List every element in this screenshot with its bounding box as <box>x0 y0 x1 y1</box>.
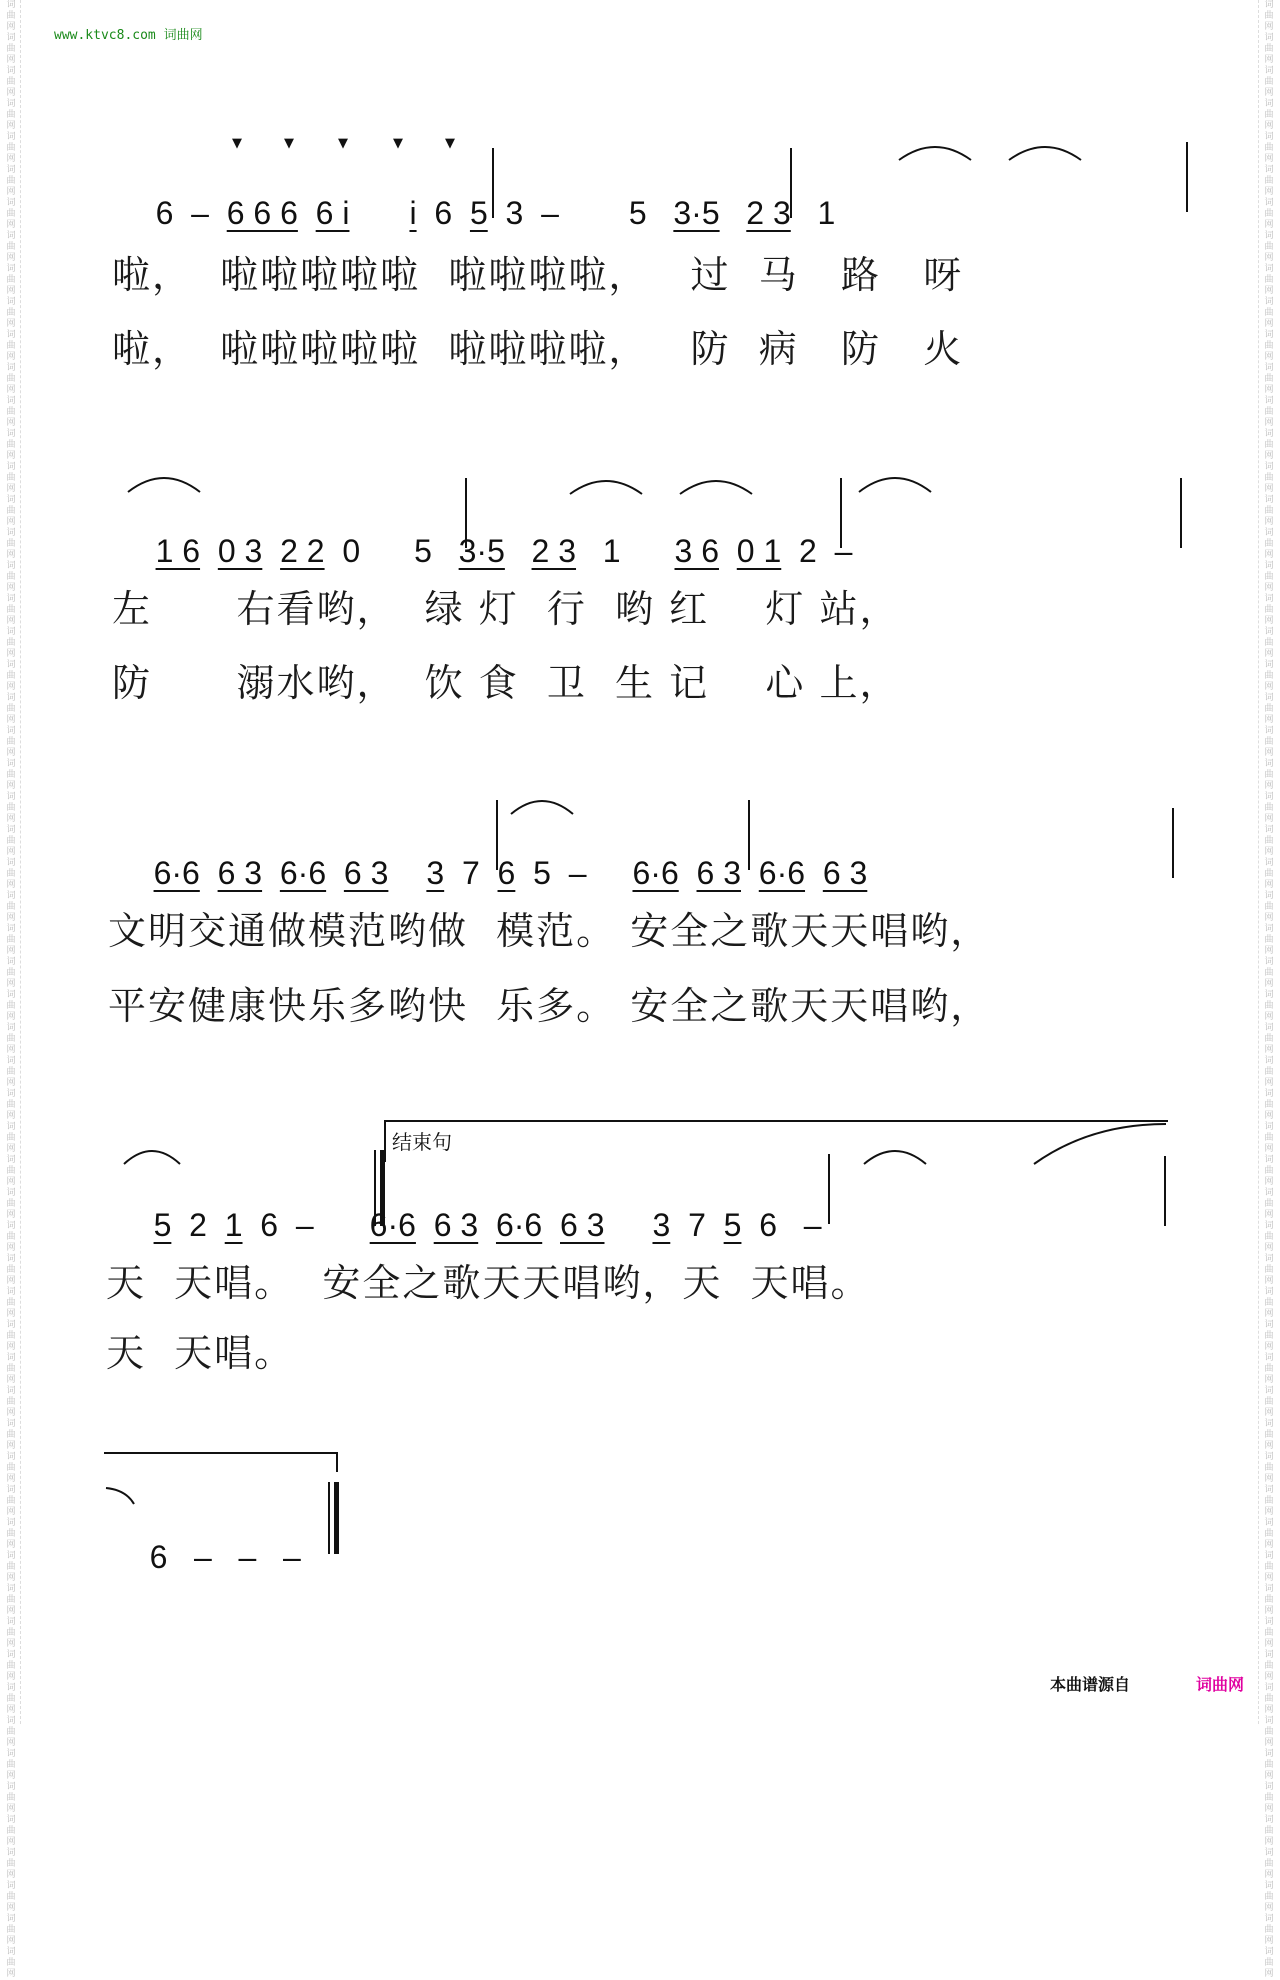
system-2-verse-2: 防 溺水哟， 饮 食 卫 生 记 心 上， <box>112 661 900 705</box>
final-barline-thin <box>328 1482 330 1554</box>
slur <box>124 470 204 494</box>
slur <box>895 140 975 162</box>
final-barline-thick <box>334 1482 339 1554</box>
site-url: www.ktvc8.com <box>54 28 156 43</box>
accent-mark: ▼ <box>338 136 348 151</box>
system-1-verse-1: 啦， 啦啦啦啦啦 啦啦啦啦， 过 马 路 呀 <box>112 253 964 297</box>
barline <box>840 478 842 548</box>
system-2-notation: 1 6 0 3 2 2 0 5 3·5 2 3 1 3 6 0 1 2 – <box>155 533 853 569</box>
barline <box>748 800 750 870</box>
accent-mark: ▼ <box>232 136 242 151</box>
barline <box>1172 808 1174 878</box>
ending-bracket <box>104 1452 338 1472</box>
accent-mark: ▼ <box>393 136 403 151</box>
accent-mark: ▼ <box>284 136 294 151</box>
footer-brand-link[interactable]: 词曲网 <box>1196 1675 1245 1694</box>
barline <box>790 148 792 218</box>
system-5-notation: 6 – – – <box>149 1539 301 1575</box>
barline <box>1180 478 1182 548</box>
system-4-verse-1: 天 天唱。 安全之歌天天唱哟，天 天唱。 <box>106 1261 871 1305</box>
site-tag <box>54 24 203 43</box>
slur <box>855 470 935 494</box>
slur <box>860 1144 930 1166</box>
system-4-notation: 5 2 1 6 – 6·6 6 3 6·6 6 3 3 7 5 6 – <box>153 1207 822 1243</box>
system-1-verse-2: 啦， 啦啦啦啦啦 啦啦啦啦， 防 病 防 火 <box>112 327 964 371</box>
slur <box>507 794 577 816</box>
system-4-verse-2: 天 天唱。 <box>106 1331 295 1375</box>
barline <box>1164 1156 1166 1226</box>
slur <box>1005 140 1085 162</box>
repeat-barline-thin <box>374 1150 376 1226</box>
slur <box>566 474 646 496</box>
right-watermark-strip: 词曲网词曲网词曲网词曲网词曲网词曲网词曲网词曲网词曲网词曲网词曲网词曲网词曲网词曲网词曲网词曲网词曲网词曲网词曲网词曲网词曲网词曲网词曲网词曲网词曲网词曲网词曲网词曲网词曲网词曲网词曲网词曲网词曲网词曲网词曲网词曲网词曲网词曲网词曲网词曲网词曲网词曲网词曲网词曲网词曲网词曲网词曲网词曲网词曲网词曲网词曲网词曲网词曲网词曲网词曲网词曲网词曲网词曲网词曲网词曲网 <box>1264 0 1274 1979</box>
barline <box>1186 142 1188 212</box>
system-2-verse-1: 左 右看哟， 绿 灯 行 哟 红 灯 站， <box>112 587 900 631</box>
slur <box>120 1144 184 1166</box>
barline <box>496 800 498 870</box>
left-edge-line <box>20 0 21 1724</box>
system-3-verse-2: 平安健康快乐多哟快 乐多。 安全之歌天天唱哟， <box>108 984 991 1028</box>
repeat-barline-thick <box>380 1150 385 1226</box>
site-name: 词曲网 <box>163 28 203 43</box>
left-watermark-strip: 词曲网词曲网词曲网词曲网词曲网词曲网词曲网词曲网词曲网词曲网词曲网词曲网词曲网词曲网词曲网词曲网词曲网词曲网词曲网词曲网词曲网词曲网词曲网词曲网词曲网词曲网词曲网词曲网词曲网词曲网词曲网词曲网词曲网词曲网词曲网词曲网词曲网词曲网词曲网词曲网词曲网词曲网词曲网词曲网词曲网词曲网词曲网词曲网词曲网词曲网词曲网词曲网词曲网词曲网词曲网词曲网词曲网词曲网词曲网词曲网 <box>6 0 16 1979</box>
system-3-verse-1: 文明交通做模范哟做 模范。 安全之歌天天唱哟， <box>108 909 991 953</box>
accent-mark: ▼ <box>445 136 455 151</box>
footer-source: 本曲谱源自 <box>1050 1675 1131 1694</box>
barline <box>465 478 467 548</box>
right-edge-line <box>1258 0 1259 1724</box>
barline <box>492 148 494 218</box>
tie-to-ending <box>1030 1120 1170 1166</box>
slur <box>676 474 756 496</box>
system-3-notation: 6·6 6 3 6·6 6 3 3 7 6 5 – 6·6 6 3 6·6 6 3 <box>153 855 868 891</box>
barline <box>828 1154 830 1224</box>
system-1-notation: 6 – 6 6 6 6 i i 6 5 3 – 5 3·5 2 3 1 <box>155 195 836 231</box>
volta-label: 结束句 <box>392 1130 452 1154</box>
